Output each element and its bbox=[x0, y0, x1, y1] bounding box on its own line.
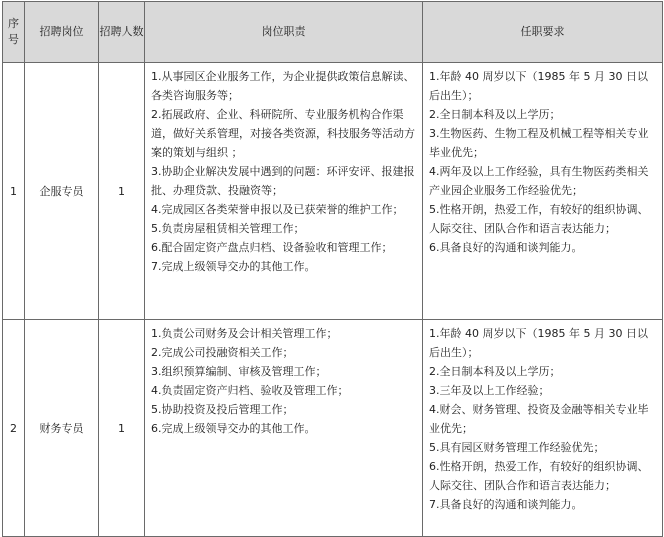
requirement-item: 5.具有园区财务管理工作经验优先； bbox=[429, 441, 605, 454]
header-seq: 序号 bbox=[3, 2, 25, 63]
recruitment-table bbox=[2, 1, 663, 537]
header-requirements: 任职要求 bbox=[423, 2, 663, 63]
duty-item: 4.完成园区各类荣誉申报以及已获荣誉的维护工作； bbox=[151, 203, 404, 216]
table-header-row bbox=[3, 2, 663, 63]
requirement-item: 2.全日制本科及以上学历； bbox=[429, 365, 561, 378]
requirements-list bbox=[429, 324, 658, 514]
duty-item: 2.完成公司投融资相关工作； bbox=[151, 346, 294, 359]
row-duties-cell bbox=[145, 320, 423, 537]
duty-item: 1.从事园区企业服务工作，为企业提供政策信息解读、各类咨询服务等； bbox=[151, 70, 415, 102]
requirement-item: 1.年龄 40 周岁以下（1985 年 5 月 30 日以后出生）； bbox=[429, 70, 648, 102]
duty-item: 7.完成上级领导交办的其他工作。 bbox=[151, 260, 316, 273]
requirement-item: 6.性格开朗，热爱工作，有较好的组织协调、人际交往、团队合作和语言表达能力； bbox=[429, 460, 649, 492]
duty-item: 6.配合固定资产盘点归档、设备验收和管理工作； bbox=[151, 241, 393, 254]
duty-item: 1.负责公司财务及会计相关管理工作； bbox=[151, 327, 338, 340]
row-requirements-cell bbox=[423, 63, 663, 320]
row-count: 1 bbox=[99, 320, 145, 537]
row-duties-cell bbox=[145, 63, 423, 320]
requirement-item: 7.具备良好的沟通和谈判能力。 bbox=[429, 498, 583, 511]
duty-item: 4.负责固定资产归档、验收及管理工作； bbox=[151, 384, 349, 397]
row-requirements-cell bbox=[423, 320, 663, 537]
requirement-item: 2.全日制本科及以上学历； bbox=[429, 108, 561, 121]
requirement-item: 3.三年及以上工作经验； bbox=[429, 384, 550, 397]
duties-list bbox=[151, 67, 418, 276]
requirement-item: 6.具备良好的沟通和谈判能力。 bbox=[429, 241, 583, 254]
header-count: 招聘人数 bbox=[99, 2, 145, 63]
table-row bbox=[3, 63, 663, 320]
row-count: 1 bbox=[99, 63, 145, 320]
duty-item: 5.负责房屋租赁相关管理工作； bbox=[151, 222, 305, 235]
row-seq: 1 bbox=[3, 63, 25, 320]
row-seq: 2 bbox=[3, 320, 25, 537]
header-duties: 岗位职责 bbox=[145, 2, 423, 63]
duty-item: 3.组织预算编制、审核及管理工作； bbox=[151, 365, 327, 378]
duty-item: 5.协助投资及投后管理工作； bbox=[151, 403, 294, 416]
duty-item: 6.完成上级领导交办的其他工作。 bbox=[151, 422, 316, 435]
duty-item: 2.拓展政府、企业、科研院所、专业服务机构合作渠道，做好关系管理，对接各类资源，科技服务等活动方案的策划与组织 ； bbox=[151, 108, 415, 159]
row-position: 财务专员 bbox=[25, 320, 99, 537]
requirement-item: 5.性格开朗，热爱工作，有较好的组织协调、人际交往、团队合作和语言表达能力； bbox=[429, 203, 649, 235]
row-position: 企服专员 bbox=[25, 63, 99, 320]
header-position: 招聘岗位 bbox=[25, 2, 99, 63]
recruitment-table-wrapper bbox=[2, 1, 662, 537]
requirements-list bbox=[429, 67, 658, 257]
requirement-item: 1.年龄 40 周岁以下（1985 年 5 月 30 日以后出生）； bbox=[429, 327, 648, 359]
requirement-item: 4.两年及以上工作经验，具有生物医药类相关产业园企业服务工作经验优先； bbox=[429, 165, 649, 197]
requirement-item: 4.财会、财务管理、投资及金融等相关专业毕业优先； bbox=[429, 403, 649, 435]
table-row bbox=[3, 320, 663, 537]
duties-list bbox=[151, 324, 418, 438]
requirement-item: 3.生物医药、生物工程及机械工程等相关专业毕业优先； bbox=[429, 127, 649, 159]
duty-item: 3.协助企业解决发展中遇到的问题：环评安评、报建报批、办理贷款、投融资等； bbox=[151, 165, 415, 197]
